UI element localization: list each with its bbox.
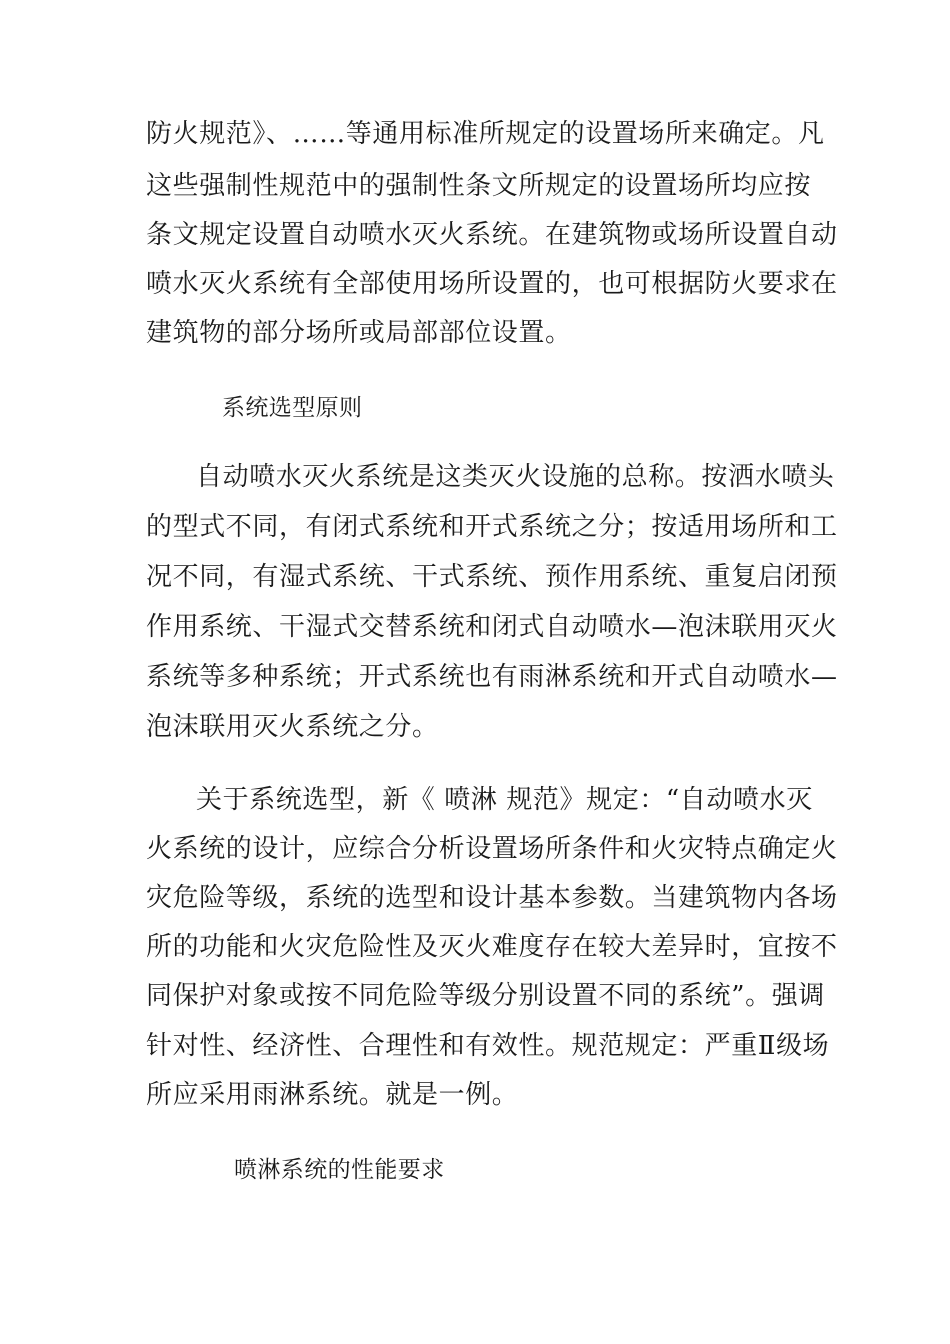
paragraph-2-line-3: 况不同，有湿式系统、干式系统、预作用系统、重复启闭预 (146, 562, 838, 592)
paragraph-2-line-5: 系统等多种系统；开式系统也有雨淋系统和开式自动喷水— (146, 662, 838, 692)
paragraph-1-line-2: 这些强制性规范中的强制性条文所规定的设置场所均应按 (146, 171, 812, 201)
section-heading-performance-requirements: 喷淋系统的性能要求 (234, 1157, 445, 1183)
paragraph-3-line-3: 灾危险等级，系统的选型和设计基本参数。当建筑物内各场 (146, 883, 838, 913)
paragraph-3-line-4: 所的功能和火灾危险性及灭火难度存在较大差异时，宜按不 (146, 932, 838, 962)
paragraph-2-line-4: 作用系统、干湿式交替系统和闭式自动喷水—泡沫联用灭火 (146, 612, 838, 642)
paragraph-2-line-2: 的型式不同，有闭式系统和开式系统之分；按适用场所和工 (146, 512, 838, 542)
paragraph-3-line-1: 关于系统选型，新《 喷淋 规范》规定：“自动喷水灭 (196, 785, 813, 815)
paragraph-3-line-6: 针对性、经济性、合理性和有效性。规范规定：严重Ⅱ级场 (146, 1031, 830, 1061)
paragraph-2-line-1: 自动喷水灭火系统是这类灭火设施的总称。按洒水喷头 (196, 462, 835, 492)
paragraph-1-line-1: 防火规范》、……等通用标准所规定的设置场所来确定。凡 (146, 119, 825, 149)
paragraph-1-line-5: 建筑物的部分场所或局部部位设置。 (146, 318, 572, 348)
paragraph-3-line-5: 同保护对象或按不同危险等级分别设置不同的系统”。强调 (146, 981, 825, 1011)
paragraph-3-line-7: 所应采用雨淋系统。就是一例。 (146, 1080, 519, 1110)
section-heading-selection-principles: 系统选型原则 (222, 395, 363, 421)
paragraph-3-line-2: 火系统的设计，应综合分析设置场所条件和火灾特点确定火 (146, 834, 838, 864)
paragraph-2-line-6: 泡沫联用灭火系统之分。 (146, 712, 439, 742)
paragraph-1-line-4: 喷水灭火系统有全部使用场所设置的，也可根据防火要求在 (146, 269, 838, 299)
paragraph-1-line-3: 条文规定设置自动喷水灭火系统。在建筑物或场所设置自动 (146, 220, 838, 250)
